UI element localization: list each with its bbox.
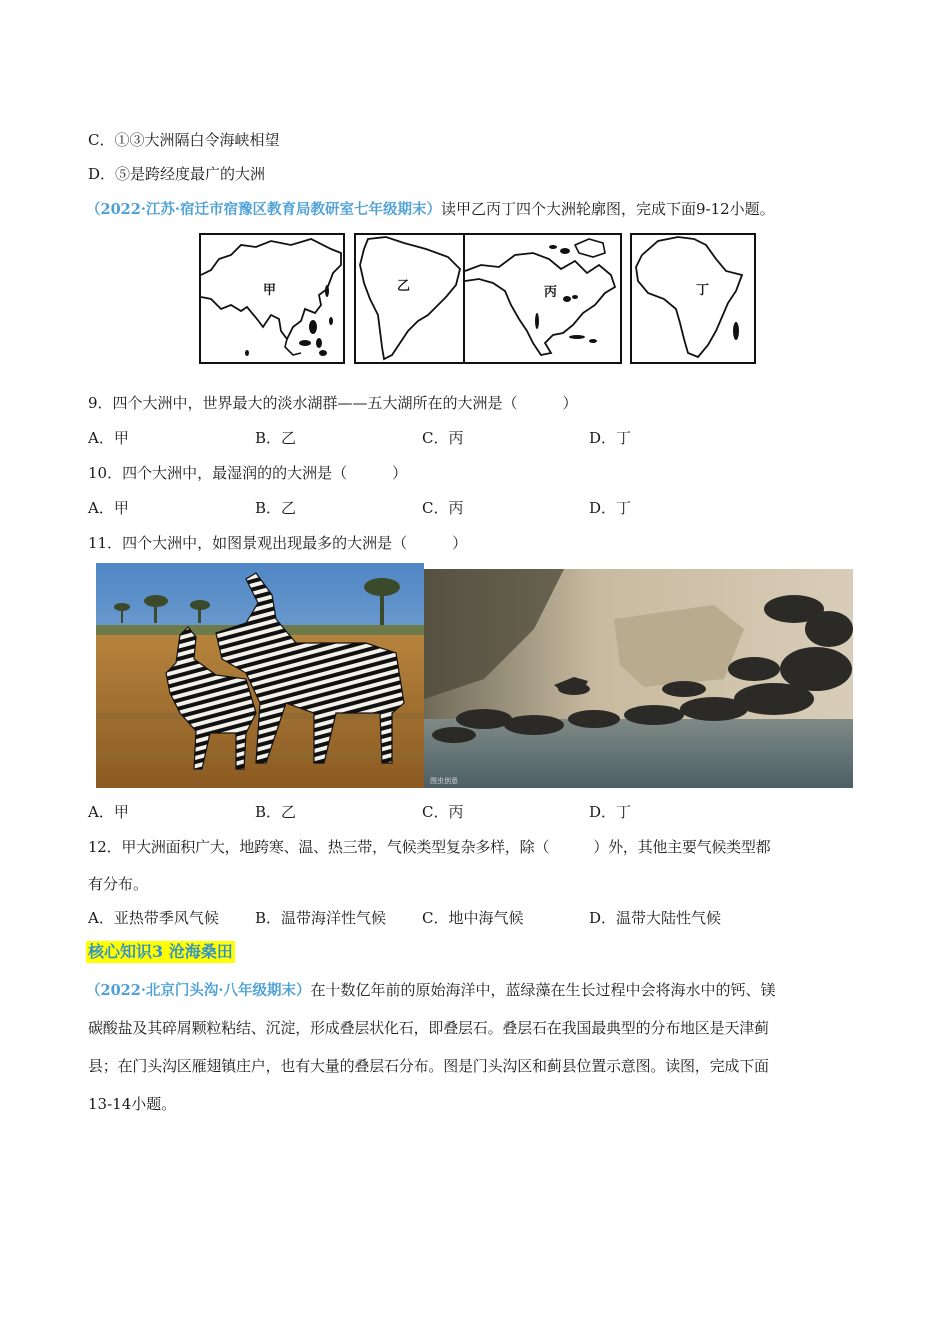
continent-map-asia (199, 233, 345, 364)
section-heading: 核心知识3 沧海桑田 (88, 942, 233, 961)
question-9-option-b: B．乙 (255, 429, 297, 447)
question-10-stem: 10．四个大洲中，最湿润的的大洲是（ ） (88, 464, 408, 482)
question-12-option-d: D．温带大陆性气候 (589, 909, 722, 927)
question-9-option-a: A．甲 (88, 429, 129, 447)
north-america-outline-icon (465, 235, 620, 362)
intro-text: 读甲乙丙丁四个大洲轮廓图，完成下面9-12小题。 (440, 200, 775, 218)
question-12-stem-line-1: 12．甲大洲面积广大，地跨寒、温、热三带，气候类型复杂多样，除（ ）外，其他主要气候类型都 (88, 838, 771, 856)
continent-map-africa (630, 233, 756, 364)
wildebeest-migration-photo (424, 569, 853, 788)
question-12-option-a: A．亚热带季风气候 (88, 909, 219, 927)
south-america-outline-icon (356, 235, 467, 362)
question-12-option-c: C．地中海气候 (422, 909, 524, 927)
question-11-option-d: D．丁 (589, 803, 632, 821)
question-10-option-a: A．甲 (88, 499, 129, 517)
asia-outline-icon (201, 235, 343, 362)
intro-paragraph-2-line-3: 县；在门头沟区雁翅镇庄户，也有大量的叠层石分布。图是门头沟区和蓟县位置示意图。读图，完成下面 (88, 1057, 769, 1075)
source-citation: （2022·北京门头沟·八年级期末） (86, 982, 311, 999)
continent-map-south-america (354, 233, 469, 364)
photo-watermark: 图虫创意 (430, 777, 458, 785)
question-12-option-b: B．温带海洋性气候 (255, 909, 387, 927)
question-9-option-c: C．丙 (422, 429, 464, 447)
question-9-stem: 9．四个大洲中，世界最大的淡水湖群——五大湖所在的大洲是（ ） (88, 394, 578, 412)
question-11-option-a: A．甲 (88, 803, 129, 821)
continent-label-ding: 丁 (696, 283, 710, 298)
wildebeest-icon (424, 569, 853, 788)
question-10-option-b: B．乙 (255, 499, 297, 517)
question-11-option-c: C．丙 (422, 803, 464, 821)
intro-paragraph-1 (86, 199, 775, 220)
continent-label-yi: 乙 (397, 279, 411, 294)
question-11-option-b: B．乙 (255, 803, 297, 821)
intro-paragraph-2-line-1 (86, 980, 775, 1001)
africa-outline-icon (632, 235, 754, 362)
zebra-savanna-photo (96, 563, 424, 788)
question-9-option-d: D．丁 (589, 429, 632, 447)
continent-map-north-america (463, 233, 622, 364)
option-c-previous: C．①③大洲隔白令海峡相望 (88, 131, 280, 149)
intro-paragraph-2-line-2: 碳酸盐及其碎屑颗粒粘结、沉淀，形成叠层状化石，即叠层石。叠层石在我国最典型的分布地区是天津蓟 (88, 1019, 769, 1037)
source-citation: （2022·江苏·宿迁市宿豫区教育局教研室七年级期末） (86, 201, 441, 218)
question-11-stem: 11．四个大洲中，如图景观出现最多的大洲是（ ） (88, 534, 468, 552)
intro-2-text: 在十数亿年前的原始海洋中，蓝绿藻在生长过程中会将海水中的钙、镁 (310, 981, 776, 999)
question-12-stem-line-2: 有分布。 (88, 875, 149, 893)
question-10-option-c: C．丙 (422, 499, 464, 517)
question-10-option-d: D．丁 (589, 499, 632, 517)
option-d-previous: D．⑤是跨经度最广的大洲 (88, 165, 266, 183)
continent-label-bing: 丙 (544, 285, 558, 300)
continent-label-jia: 甲 (263, 283, 277, 298)
zebra-icon (96, 563, 424, 788)
intro-paragraph-2-line-4: 13-14小题。 (88, 1095, 177, 1113)
